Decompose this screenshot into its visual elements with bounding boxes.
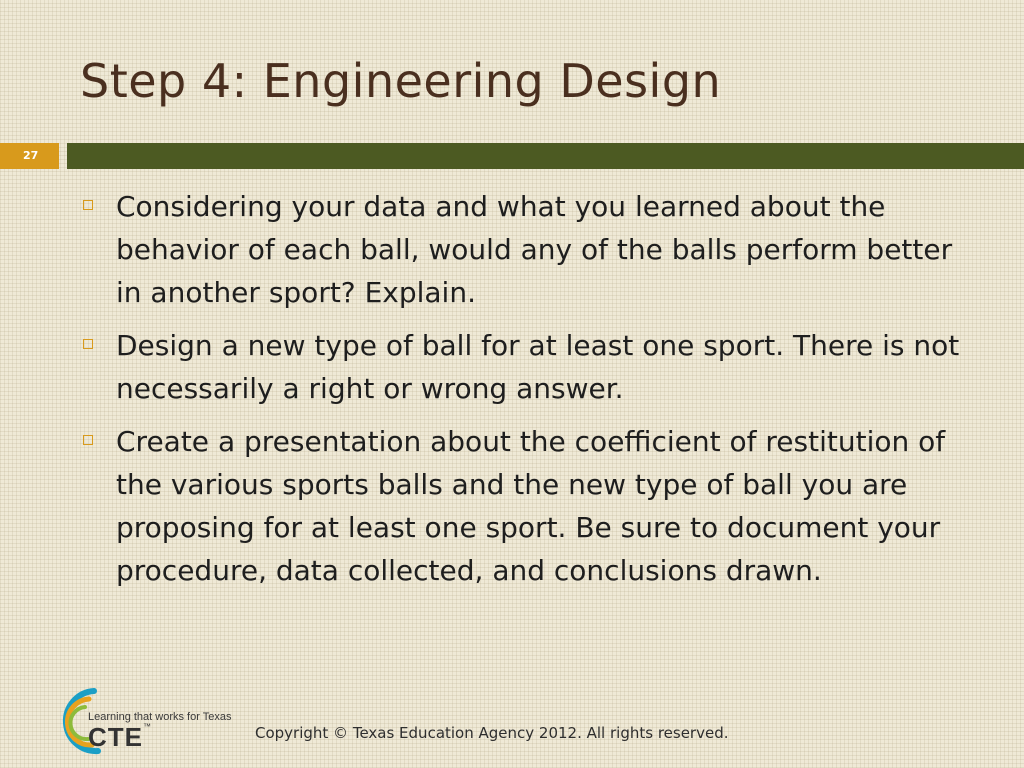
- square-bullet-icon: [83, 200, 93, 210]
- bullet-text: Considering your data and what you learned about the behavior of each ball, would any of the balls perform better in another sport? Explain.: [116, 190, 953, 309]
- title-divider-bar: [67, 143, 1024, 169]
- square-bullet-icon: [83, 435, 93, 445]
- logo-trademark: ™: [143, 722, 152, 731]
- bullet-text: Design a new type of ball for at least one sport. There is not necessarily a right or wrong answer.: [116, 329, 960, 405]
- copyright-text: Copyright © Texas Education Agency 2012. All rights reserved.: [255, 724, 729, 742]
- logo-name-text: CTE: [88, 722, 143, 752]
- page-number: 27: [23, 149, 39, 162]
- cte-logo: [48, 685, 248, 760]
- bullet-item: [80, 324, 960, 410]
- logo-wordmark: [88, 722, 152, 753]
- slide-title: Step 4: Engineering Design: [80, 54, 722, 108]
- bullet-list: [80, 185, 960, 602]
- square-bullet-icon: [83, 339, 93, 349]
- logo-tagline: Learning that works for Texas: [88, 711, 232, 723]
- bullet-item: [80, 420, 960, 592]
- page-number-badge: [0, 143, 59, 169]
- bullet-text: Create a presentation about the coefficient of restitution of the various sports balls and the new type of ball you are proposing for at least one sport. Be sure to document your procedure, data collected, and conclusions drawn.: [116, 425, 946, 587]
- bullet-item: [80, 185, 960, 314]
